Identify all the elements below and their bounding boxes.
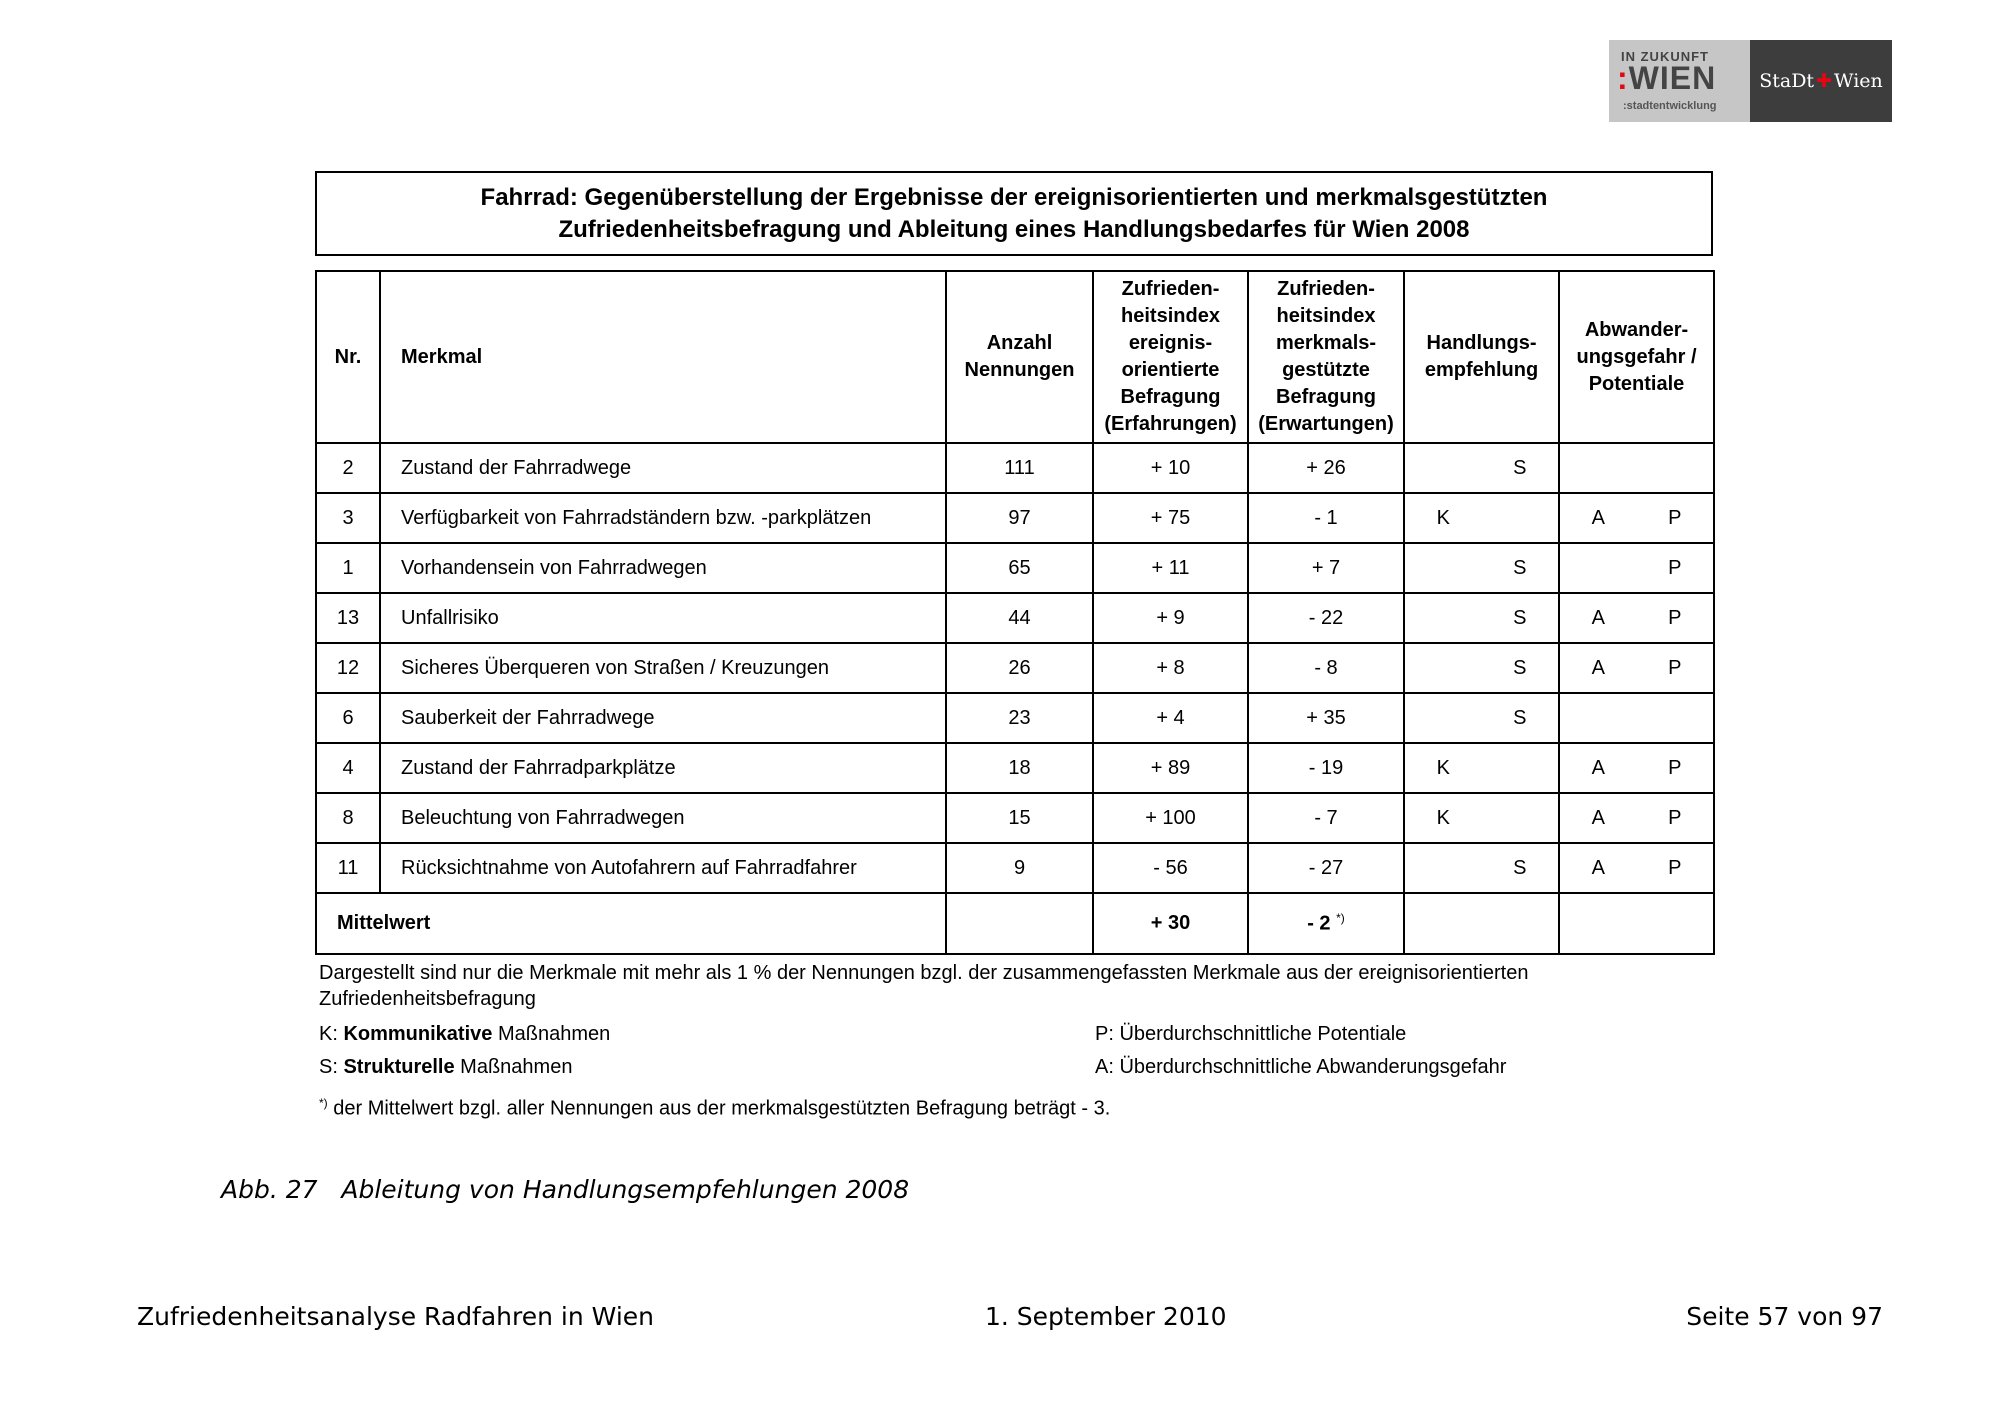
cell-abwanderung <box>1559 593 1714 643</box>
footnote-text: der Mittelwert bzgl. aller Nennungen aus der merkmalsgestützten Befragung beträgt - 3. <box>327 1097 1111 1120</box>
cell-abwanderung <box>1559 543 1714 593</box>
mean-row <box>316 893 1714 954</box>
header-nr: Nr. <box>316 271 380 443</box>
legend-p: P: Überdurchschnittliche Potentiale <box>1095 1023 1407 1045</box>
header-ereignis: Zufrieden-heitsindex ereignis-orientierte Befragung (Erfahrungen) <box>1093 271 1248 443</box>
cell-nr: 3 <box>316 493 380 543</box>
cell-merkmals: - 27 <box>1248 843 1404 893</box>
cell-merkmals: - 1 <box>1248 493 1404 543</box>
logo-zukunft-wien: IN ZUKUNFT :WIEN :stadtentwicklung <box>1609 40 1750 122</box>
cell-anzahl: 18 <box>946 743 1093 793</box>
header-anzahl: Anzahl Nennungen <box>946 271 1093 443</box>
cell-anzahl: 26 <box>946 643 1093 693</box>
cell-ereignis: + 9 <box>1093 593 1248 643</box>
table-row <box>316 493 1714 543</box>
mean-abwanderung <box>1559 893 1714 954</box>
title-line-2: Zufriedenheitsbefragung und Ableitung eines Handlungsbedarfes für Wien 2008 <box>558 215 1470 243</box>
table-row <box>316 793 1714 843</box>
cell-p: P <box>1668 556 1682 579</box>
cell-nr: 11 <box>316 843 380 893</box>
cell-merkmals: + 7 <box>1248 543 1404 593</box>
legend-s-prefix: S: <box>319 1056 344 1078</box>
legend-s-suffix: Maßnahmen <box>454 1056 573 1078</box>
cell-ereignis: + 8 <box>1093 643 1248 693</box>
cell-k <box>1405 857 1482 880</box>
cell-anzahl: 65 <box>946 543 1093 593</box>
cell-merkmal: Zustand der Fahrradwege <box>380 443 946 493</box>
cell-k <box>1405 457 1482 480</box>
cell-abwanderung <box>1559 843 1714 893</box>
cell-s <box>1482 507 1559 530</box>
cell-abwanderung <box>1559 643 1714 693</box>
cell-s: S <box>1513 856 1527 879</box>
cell-merkmal: Beleuchtung von Fahrradwegen <box>380 793 946 843</box>
header-abwanderung: Abwander-ungsgefahr / Potentiale <box>1559 271 1714 443</box>
cell-p: P <box>1668 806 1682 829</box>
cell-k <box>1405 707 1482 730</box>
header-handlung: Handlungs-empfehlung <box>1404 271 1559 443</box>
cell-merkmal: Vorhandensein von Fahrradwegen <box>380 543 946 593</box>
mean-merkmals <box>1248 893 1404 954</box>
cell-ereignis: + 4 <box>1093 693 1248 743</box>
note-selection <box>319 960 1528 1012</box>
cell-handlung <box>1404 493 1559 543</box>
cell-abwanderung <box>1559 693 1714 743</box>
table-row <box>316 543 1714 593</box>
note-line-1: Dargestellt sind nur die Merkmale mit mehr als 1 % der Nennungen bzgl. der zusammengefassten Merkmale aus der ereignisorientierten <box>319 962 1529 984</box>
cell-s: S <box>1513 706 1527 729</box>
cell-a: A <box>1591 606 1605 629</box>
header-row <box>316 271 1714 443</box>
cell-k: K <box>1436 756 1450 779</box>
cell-anzahl: 97 <box>946 493 1093 543</box>
cell-k <box>1405 557 1482 580</box>
cell-k: K <box>1436 506 1450 529</box>
cell-merkmals: - 8 <box>1248 643 1404 693</box>
cell-handlung <box>1404 743 1559 793</box>
cell-s: S <box>1513 456 1527 479</box>
cell-ereignis: + 11 <box>1093 543 1248 593</box>
mean-label: Mittelwert <box>316 893 946 954</box>
cell-a: A <box>1591 806 1605 829</box>
cell-anzahl: 111 <box>946 443 1093 493</box>
mean-merkmals-value: - 2 <box>1307 912 1331 935</box>
cell-ereignis: - 56 <box>1093 843 1248 893</box>
cell-k <box>1405 607 1482 630</box>
cell-merkmal: Verfügbarkeit von Fahrradständern bzw. -parkplätzen <box>380 493 946 543</box>
footnote-mark: *) <box>1336 911 1345 926</box>
cell-abwanderung <box>1559 493 1714 543</box>
cell-ereignis: + 10 <box>1093 443 1248 493</box>
cell-s <box>1482 757 1559 780</box>
footer-left: Zufriedenheitsanalyse Radfahren in Wien <box>137 1302 655 1331</box>
cell-merkmal: Unfallrisiko <box>380 593 946 643</box>
mean-handlung <box>1404 893 1559 954</box>
cell-abwanderung <box>1559 743 1714 793</box>
cell-p: P <box>1668 856 1682 879</box>
cell-handlung <box>1404 693 1559 743</box>
cell-k <box>1405 657 1482 680</box>
mean-anzahl <box>946 893 1093 954</box>
legend-k <box>319 1021 610 1047</box>
cell-nr: 1 <box>316 543 380 593</box>
cell-p: P <box>1668 606 1682 629</box>
cell-p: P <box>1668 756 1682 779</box>
footnote-mark: *) <box>319 1096 328 1110</box>
cell-nr: 8 <box>316 793 380 843</box>
cell-handlung <box>1404 543 1559 593</box>
cell-nr: 12 <box>316 643 380 693</box>
results-table <box>315 270 1715 955</box>
cell-nr: 6 <box>316 693 380 743</box>
cell-handlung <box>1404 643 1559 693</box>
cell-abwanderung <box>1559 793 1714 843</box>
legend-s <box>319 1054 572 1080</box>
cell-a: A <box>1591 756 1605 779</box>
table-row <box>316 593 1714 643</box>
cell-anzahl: 15 <box>946 793 1093 843</box>
legend-k-suffix: Maßnahmen <box>492 1023 611 1045</box>
cell-k: K <box>1436 806 1450 829</box>
cell-merkmal: Sauberkeit der Fahrradwege <box>380 693 946 743</box>
legend-a: A: Überdurchschnittliche Abwanderungsgefahr <box>1095 1056 1507 1078</box>
cell-s: S <box>1513 656 1527 679</box>
cell-merkmals: - 7 <box>1248 793 1404 843</box>
cell-abwanderung <box>1559 443 1714 493</box>
table-row <box>316 643 1714 693</box>
logo <box>1609 40 1892 122</box>
mean-ereignis: + 30 <box>1093 893 1248 954</box>
table-row <box>316 743 1714 793</box>
cell-merkmals: + 35 <box>1248 693 1404 743</box>
cell-a: A <box>1591 856 1605 879</box>
cell-merkmals: - 22 <box>1248 593 1404 643</box>
cell-anzahl: 44 <box>946 593 1093 643</box>
cell-anzahl: 23 <box>946 693 1093 743</box>
cell-anzahl: 9 <box>946 843 1093 893</box>
cell-handlung <box>1404 443 1559 493</box>
cell-handlung <box>1404 793 1559 843</box>
cell-a: A <box>1591 506 1605 529</box>
cell-handlung <box>1404 593 1559 643</box>
table-row <box>316 843 1714 893</box>
cell-merkmals: + 26 <box>1248 443 1404 493</box>
footer-date: 1. September 2010 <box>985 1302 1227 1331</box>
footnote <box>319 1090 1110 1122</box>
title-line-1: Fahrrad: Gegenüberstellung der Ergebnisse der ereignisorientierten und merkmalsgestützten <box>480 183 1548 211</box>
cell-ereignis: + 89 <box>1093 743 1248 793</box>
cell-ereignis: + 75 <box>1093 493 1248 543</box>
legend-k-bold: Kommunikative <box>343 1023 493 1045</box>
cell-s <box>1482 807 1559 830</box>
note-line-2: Zufriedenheitsbefragung <box>319 988 536 1010</box>
legend-k-prefix: K: <box>319 1023 344 1045</box>
cell-nr: 2 <box>316 443 380 493</box>
table-title <box>315 171 1713 256</box>
cell-p: P <box>1668 506 1682 529</box>
cell-nr: 13 <box>316 593 380 643</box>
cell-merkmal: Zustand der Fahrradparkplätze <box>380 743 946 793</box>
cell-a: A <box>1591 656 1605 679</box>
logo-stadt-wien: StaDt ✚ Wien <box>1750 40 1892 122</box>
cell-a <box>1560 557 1637 580</box>
cell-merkmals: - 19 <box>1248 743 1404 793</box>
cell-merkmal: Sicheres Überqueren von Straßen / Kreuzungen <box>380 643 946 693</box>
cell-s: S <box>1513 606 1527 629</box>
cell-handlung <box>1404 843 1559 893</box>
header-merkmals: Zufrieden-heitsindex merkmals-gestützte Befragung (Erwartungen) <box>1248 271 1404 443</box>
header-merkmal: Merkmal <box>380 271 946 443</box>
footer-page: Seite 57 von 97 <box>1686 1302 1883 1331</box>
legend-s-bold: Strukturelle <box>343 1056 455 1078</box>
table-row <box>316 443 1714 493</box>
cell-merkmal: Rücksichtnahme von Autofahrern auf Fahrradfahrer <box>380 843 946 893</box>
table-row <box>316 693 1714 743</box>
figure-caption: Abb. 27 Ableitung von Handlungsempfehlungen 2008 <box>221 1175 910 1204</box>
cell-nr: 4 <box>316 743 380 793</box>
cell-p: P <box>1668 656 1682 679</box>
cell-s: S <box>1513 556 1527 579</box>
cell-ereignis: + 100 <box>1093 793 1248 843</box>
